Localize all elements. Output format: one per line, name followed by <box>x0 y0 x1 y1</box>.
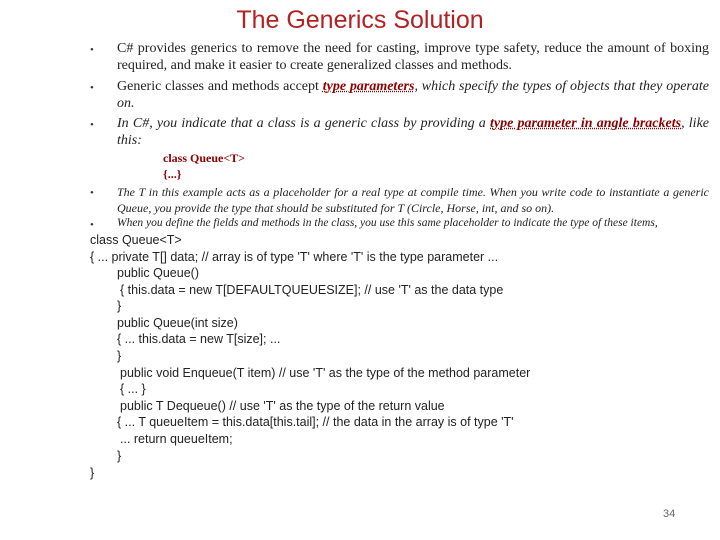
bullet-marker: • <box>90 187 94 199</box>
code-line: public T Dequeue() // use 'T' as the type of the return value <box>120 399 445 413</box>
type-parameters-highlight: type parameters <box>322 79 415 94</box>
bullet-marker: • <box>90 219 94 231</box>
bullet-text-3 <box>117 115 709 149</box>
bullet-text-2 <box>117 78 709 112</box>
code-line: public Queue() <box>117 266 199 280</box>
example-code-line-1: class Queue<T> <box>163 151 246 165</box>
code-line: } <box>90 466 95 480</box>
code-line: { this.data = new T[DEFAULTQUEUESIZE]; // use 'T' as the data type <box>120 283 504 297</box>
code-line: class Queue<T> <box>90 233 182 247</box>
bullet-2-pre: Generic classes and methods accept <box>117 79 323 94</box>
code-line: ... return queueItem; <box>120 432 233 446</box>
bullet-marker: • <box>90 82 94 94</box>
bullet-marker: • <box>90 119 94 131</box>
bullet-marker: • <box>90 44 94 56</box>
code-line: public void Enqueue(T item) // use 'T' as the type of the method parameter <box>120 366 531 380</box>
code-line: { ... } <box>120 382 146 396</box>
bullet-text-1: C# provides generics to remove the need for casting, improve type safety, reduce the amount of boxing required, and make it easier to create generalized classes and methods. <box>117 41 709 73</box>
code-line: } <box>117 299 122 313</box>
bullet-3-post: , like this: <box>117 116 709 148</box>
bullet-2-post: , which specify the types of objects that they operate on. <box>117 79 709 111</box>
example-code-line-2: {...} <box>163 167 182 181</box>
type-parameter-angle-brackets-highlight: type parameter in angle brackets <box>490 116 682 131</box>
code-line: } <box>117 449 122 463</box>
page-number: 34 <box>663 508 676 520</box>
code-line: public Queue(int size) <box>117 316 238 330</box>
code-line: { ... private T[] data; // array is of type 'T' where 'T' is the type parameter ... <box>90 250 499 264</box>
bullet-text-4: The T in this example acts as a placeholder for a real type at compile time. When you write code to instantiate a generic Queue, you provide the type that should be substituted for T (Circle, Horse, int, and so on). <box>117 185 709 215</box>
bullet-text-5: When you define the fields and methods in the class, you use this same placeholder to indicate the type of these items, <box>117 217 658 229</box>
bullet-3-pre: In C#, you indicate that a class is a generic class by providing a <box>117 116 491 131</box>
code-line: { ... T queueItem = this.data[this.tail]; // the data in the array is of type 'T' <box>117 415 514 429</box>
code-line: { ... this.data = new T[size]; ... <box>117 332 281 346</box>
slide-title: The Generics Solution <box>236 6 484 34</box>
code-line: } <box>117 349 122 363</box>
